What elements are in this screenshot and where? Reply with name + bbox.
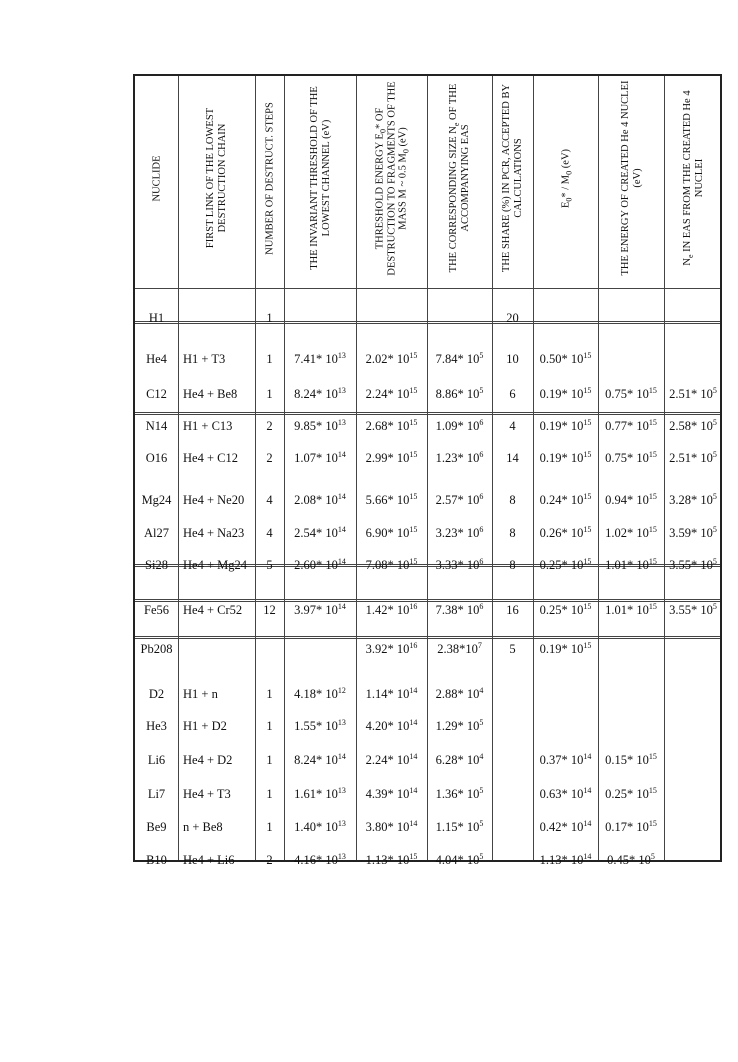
nuclide-table bbox=[133, 74, 722, 867]
header-first-link bbox=[178, 76, 255, 286]
cell-steps: 4 bbox=[266, 493, 273, 507]
cell-nuclide: Al27 bbox=[144, 526, 169, 540]
cell-first-link: He4 + Cr52 bbox=[183, 603, 243, 617]
header-invariant-threshold bbox=[284, 76, 356, 286]
cell-eas-size: 3.23* $10^6$ bbox=[435, 525, 484, 540]
cell-first-link: H1 + n bbox=[183, 687, 218, 701]
cell-steps: 2 bbox=[266, 419, 273, 433]
cell-steps: 1 bbox=[266, 311, 273, 325]
cell-threshold-energy: 2.99* $10^{15}$ bbox=[365, 450, 418, 465]
cell-first-link: He4 + Li6 bbox=[183, 853, 235, 867]
cell-steps: 1 bbox=[266, 687, 273, 701]
cell-he4-energy: 0.77* $10^{15}$ bbox=[605, 418, 657, 433]
cell-threshold-energy: 1.13* $10^{15}$ bbox=[365, 852, 418, 867]
cell-share: 20 bbox=[506, 311, 519, 325]
cell-e0-per-m0: 0.37* $10^{14}$ bbox=[539, 752, 592, 767]
cell-steps: 1 bbox=[266, 719, 273, 733]
cell-threshold-energy: 2.68* $10^{15}$ bbox=[365, 418, 418, 433]
cell-he4-ne: 3.28* $10^5$ bbox=[669, 492, 717, 507]
header-label: THE SHARE (%) IN PCR, ACCEPTED BY CALCULATIONS bbox=[501, 83, 524, 273]
cell-he4-ne: 2.51* $10^5$ bbox=[669, 450, 717, 465]
cell-steps: 2 bbox=[266, 853, 273, 867]
cell-eas-size: 2.88* $10^4$ bbox=[435, 686, 484, 701]
cell-eas-size: 6.28* $10^4$ bbox=[435, 752, 484, 767]
cell-eas-size: 1.09* $10^6$ bbox=[435, 418, 484, 433]
cell-he4-ne: 2.51* $10^5$ bbox=[669, 386, 717, 401]
cell-eas-size: 1.36* $10^5$ bbox=[435, 786, 484, 801]
header-eas-size bbox=[427, 76, 492, 286]
header-threshold-energy bbox=[356, 76, 427, 286]
cell-he4-energy: 1.02* $10^{15}$ bbox=[605, 525, 657, 540]
cell-share: 6 bbox=[509, 387, 516, 401]
cell-first-link: H1 + C13 bbox=[183, 419, 233, 433]
cell-e0-per-m0: 0.63* $10^{14}$ bbox=[539, 786, 592, 801]
cell-first-link: He4 + D2 bbox=[183, 753, 233, 767]
cell-he4-ne: 3.59* $10^5$ bbox=[669, 525, 717, 540]
cell-he4-energy: 0.75* $10^{15}$ bbox=[605, 386, 657, 401]
header-label: $E_0* / M_0$ (eV) bbox=[560, 148, 574, 208]
cell-steps: 5 bbox=[266, 558, 273, 572]
cell-nuclide: N14 bbox=[145, 419, 168, 433]
cell-he4-energy: 0.17* $10^{15}$ bbox=[605, 819, 657, 834]
cell-invariant-threshold: 1.55* $10^{13}$ bbox=[294, 718, 346, 733]
cell-eas-size: 8.86* $10^5$ bbox=[435, 386, 484, 401]
cell-invariant-threshold: 2.08* $10^{14}$ bbox=[294, 492, 346, 507]
cell-first-link: He4 + Mg24 bbox=[183, 558, 247, 572]
cell-threshold-energy: 1.42* $10^{16}$ bbox=[365, 602, 418, 617]
cell-share: 10 bbox=[506, 352, 519, 366]
cell-invariant-threshold: 8.24* $10^{14}$ bbox=[294, 752, 346, 767]
cell-nuclide: Si28 bbox=[145, 558, 168, 572]
cell-he4-energy: 0.45* $10^5$ bbox=[607, 852, 655, 867]
cell-invariant-threshold: 1.07* $10^{14}$ bbox=[294, 450, 346, 465]
cell-he4-energy: 0.15* $10^{15}$ bbox=[605, 752, 657, 767]
cell-he4-energy: 0.75* $10^{15}$ bbox=[605, 450, 657, 465]
cell-e0-per-m0: 0.19* $10^{15}$ bbox=[539, 641, 592, 656]
cell-share: 8 bbox=[509, 558, 516, 572]
cell-threshold-energy: 2.02* $10^{15}$ bbox=[365, 351, 418, 366]
cell-he4-energy: 0.94* $10^{15}$ bbox=[605, 492, 657, 507]
header-label: THE CORRESPONDING SIZE $N_e$ OF THE ACCOMPANYING EAS bbox=[448, 83, 471, 273]
cell-steps: 1 bbox=[266, 787, 273, 801]
cell-nuclide: H1 bbox=[148, 311, 165, 325]
cell-invariant-threshold: 4.18* $10^{12}$ bbox=[294, 686, 346, 701]
cell-eas-size: 1.23* $10^6$ bbox=[435, 450, 484, 465]
cell-he4-ne: 2.58* $10^5$ bbox=[669, 418, 717, 433]
cell-share: 8 bbox=[509, 493, 516, 507]
cell-invariant-threshold: 2.60* $10^{14}$ bbox=[294, 557, 346, 572]
cell-he4-energy: 1.01* $10^{15}$ bbox=[605, 557, 657, 572]
cell-threshold-energy: 3.92* $10^{16}$ bbox=[365, 641, 418, 656]
header-label: NUCLIDE bbox=[151, 154, 162, 202]
cell-nuclide: B10 bbox=[146, 853, 167, 867]
cell-nuclide: Fe56 bbox=[144, 603, 169, 617]
cell-e0-per-m0: 0.19* $10^{15}$ bbox=[539, 418, 592, 433]
cell-nuclide: D2 bbox=[148, 687, 165, 701]
cell-threshold-energy: 2.24* $10^{14}$ bbox=[365, 752, 418, 767]
header-he4-energy bbox=[598, 76, 664, 286]
cell-e0-per-m0: 0.24* $10^{15}$ bbox=[539, 492, 592, 507]
header-label: THE ENERGY OF CREATED He 4 NUCLEI (eV) bbox=[619, 80, 642, 276]
header-label: $N_e$ IN EAS FROM THE CREATED He 4 NUCLEI bbox=[681, 90, 704, 266]
cell-nuclide: Li7 bbox=[147, 787, 166, 801]
cell-invariant-threshold: 1.40* $10^{13}$ bbox=[294, 819, 346, 834]
cell-e0-per-m0: 0.25* $10^{15}$ bbox=[539, 602, 592, 617]
cell-steps: 1 bbox=[266, 387, 273, 401]
header-share bbox=[492, 76, 533, 286]
cell-invariant-threshold: 4.16* $10^{13}$ bbox=[294, 852, 346, 867]
cell-eas-size: 4.04* $10^5$ bbox=[435, 852, 484, 867]
cell-eas-size: 1.15* $10^5$ bbox=[435, 819, 484, 834]
cell-invariant-threshold: 3.97* $10^{14}$ bbox=[294, 602, 346, 617]
cell-threshold-energy: 3.80* $10^{14}$ bbox=[365, 819, 418, 834]
cell-steps: 1 bbox=[266, 352, 273, 366]
cell-share: 4 bbox=[509, 419, 516, 433]
header-label: FIRST LINK OF THE LOWEST DESTRUCTION CHAIN bbox=[205, 107, 228, 249]
cell-first-link: H1 + T3 bbox=[183, 352, 226, 366]
cell-first-link: He4 + Na23 bbox=[183, 526, 245, 540]
cell-he4-ne: 3.55* $10^5$ bbox=[669, 602, 717, 617]
cell-first-link: H1 + D2 bbox=[183, 719, 227, 733]
cell-steps: 1 bbox=[266, 820, 273, 834]
header-steps bbox=[255, 76, 284, 286]
cell-first-link: He4 + Be8 bbox=[183, 387, 238, 401]
cell-nuclide: Mg24 bbox=[141, 493, 172, 507]
cell-threshold-energy: 4.39* $10^{14}$ bbox=[365, 786, 418, 801]
header-label: NUMBER OF DESTRUCT. STEPS bbox=[264, 101, 275, 255]
cell-nuclide: Be9 bbox=[146, 820, 167, 834]
cell-steps: 1 bbox=[266, 753, 273, 767]
cell-steps: 12 bbox=[263, 603, 276, 617]
cell-invariant-threshold: 2.54* $10^{14}$ bbox=[294, 525, 346, 540]
cell-e0-per-m0: 0.26* $10^{15}$ bbox=[539, 525, 592, 540]
cell-nuclide: C12 bbox=[146, 387, 167, 401]
cell-invariant-threshold: 8.24* $10^{13}$ bbox=[294, 386, 346, 401]
cell-eas-size: 7.38* $10^6$ bbox=[435, 602, 484, 617]
cell-e0-per-m0: 0.19* $10^{15}$ bbox=[539, 450, 592, 465]
cell-e0-per-m0: 0.19* $10^{15}$ bbox=[539, 386, 592, 401]
cell-share: 14 bbox=[506, 451, 519, 465]
cell-eas-size: $2.38*10^7$ bbox=[437, 641, 482, 656]
cell-first-link: He4 + C12 bbox=[183, 451, 238, 465]
cell-nuclide: He4 bbox=[146, 352, 167, 366]
cell-threshold-energy: 5.66* $10^{15}$ bbox=[365, 492, 418, 507]
header-e0-per-m0 bbox=[533, 76, 598, 286]
cell-e0-per-m0: 0.50* $10^{15}$ bbox=[539, 351, 592, 366]
cell-he4-ne: 3.55* $10^5$ bbox=[669, 557, 717, 572]
cell-nuclide: O16 bbox=[145, 451, 168, 465]
cell-steps: 4 bbox=[266, 526, 273, 540]
cell-first-link: He4 + Ne20 bbox=[183, 493, 245, 507]
cell-eas-size: 2.57* $10^6$ bbox=[435, 492, 484, 507]
cell-threshold-energy: 7.08* $10^{15}$ bbox=[365, 557, 418, 572]
header-label: THRESHOLD ENERGY $E_0*$ OF DESTRUCTION TO FRAGMENTS OF THE MASS M ~ 0.5 $M_0$ (eV) bbox=[374, 80, 411, 276]
cell-first-link: He4 + T3 bbox=[183, 787, 231, 801]
cell-he4-energy: 0.25* $10^{15}$ bbox=[605, 786, 657, 801]
cell-share: 8 bbox=[509, 526, 516, 540]
cell-nuclide: Li6 bbox=[147, 753, 166, 767]
cell-eas-size: 3.33* $10^6$ bbox=[435, 557, 484, 572]
cell-invariant-threshold: 1.61* $10^{13}$ bbox=[294, 786, 346, 801]
cell-nuclide: He3 bbox=[146, 719, 167, 733]
cell-threshold-energy: 2.24* $10^{15}$ bbox=[365, 386, 418, 401]
cell-threshold-energy: 1.14* $10^{14}$ bbox=[365, 686, 418, 701]
cell-e0-per-m0: 1.13* $10^{14}$ bbox=[539, 852, 592, 867]
header-label: THE INVARIANT THRESHOLD OF THE LOWEST CHANNEL (eV) bbox=[308, 86, 331, 270]
header-he4-ne bbox=[664, 76, 722, 286]
cell-eas-size: 1.29* $10^5$ bbox=[435, 718, 484, 733]
cell-first-link: n + Be8 bbox=[183, 820, 223, 834]
cell-nuclide: Pb208 bbox=[140, 642, 173, 656]
cell-steps: 2 bbox=[266, 451, 273, 465]
cell-e0-per-m0: 0.25* $10^{15}$ bbox=[539, 557, 592, 572]
cell-threshold-energy: 4.20* $10^{14}$ bbox=[365, 718, 418, 733]
cell-eas-size: 7.84* $10^5$ bbox=[435, 351, 484, 366]
cell-invariant-threshold: 7.41* $10^{13}$ bbox=[294, 351, 346, 366]
header-nuclide bbox=[135, 76, 178, 286]
cell-he4-energy: 1.01* $10^{15}$ bbox=[605, 602, 657, 617]
cell-threshold-energy: 6.90* $10^{15}$ bbox=[365, 525, 418, 540]
row-separator bbox=[135, 288, 720, 289]
row-separator bbox=[135, 321, 720, 324]
cell-share: 16 bbox=[506, 603, 519, 617]
cell-share: 5 bbox=[509, 642, 516, 656]
cell-invariant-threshold: 9.85* $10^{13}$ bbox=[294, 418, 346, 433]
cell-e0-per-m0: 0.42* $10^{14}$ bbox=[539, 819, 592, 834]
